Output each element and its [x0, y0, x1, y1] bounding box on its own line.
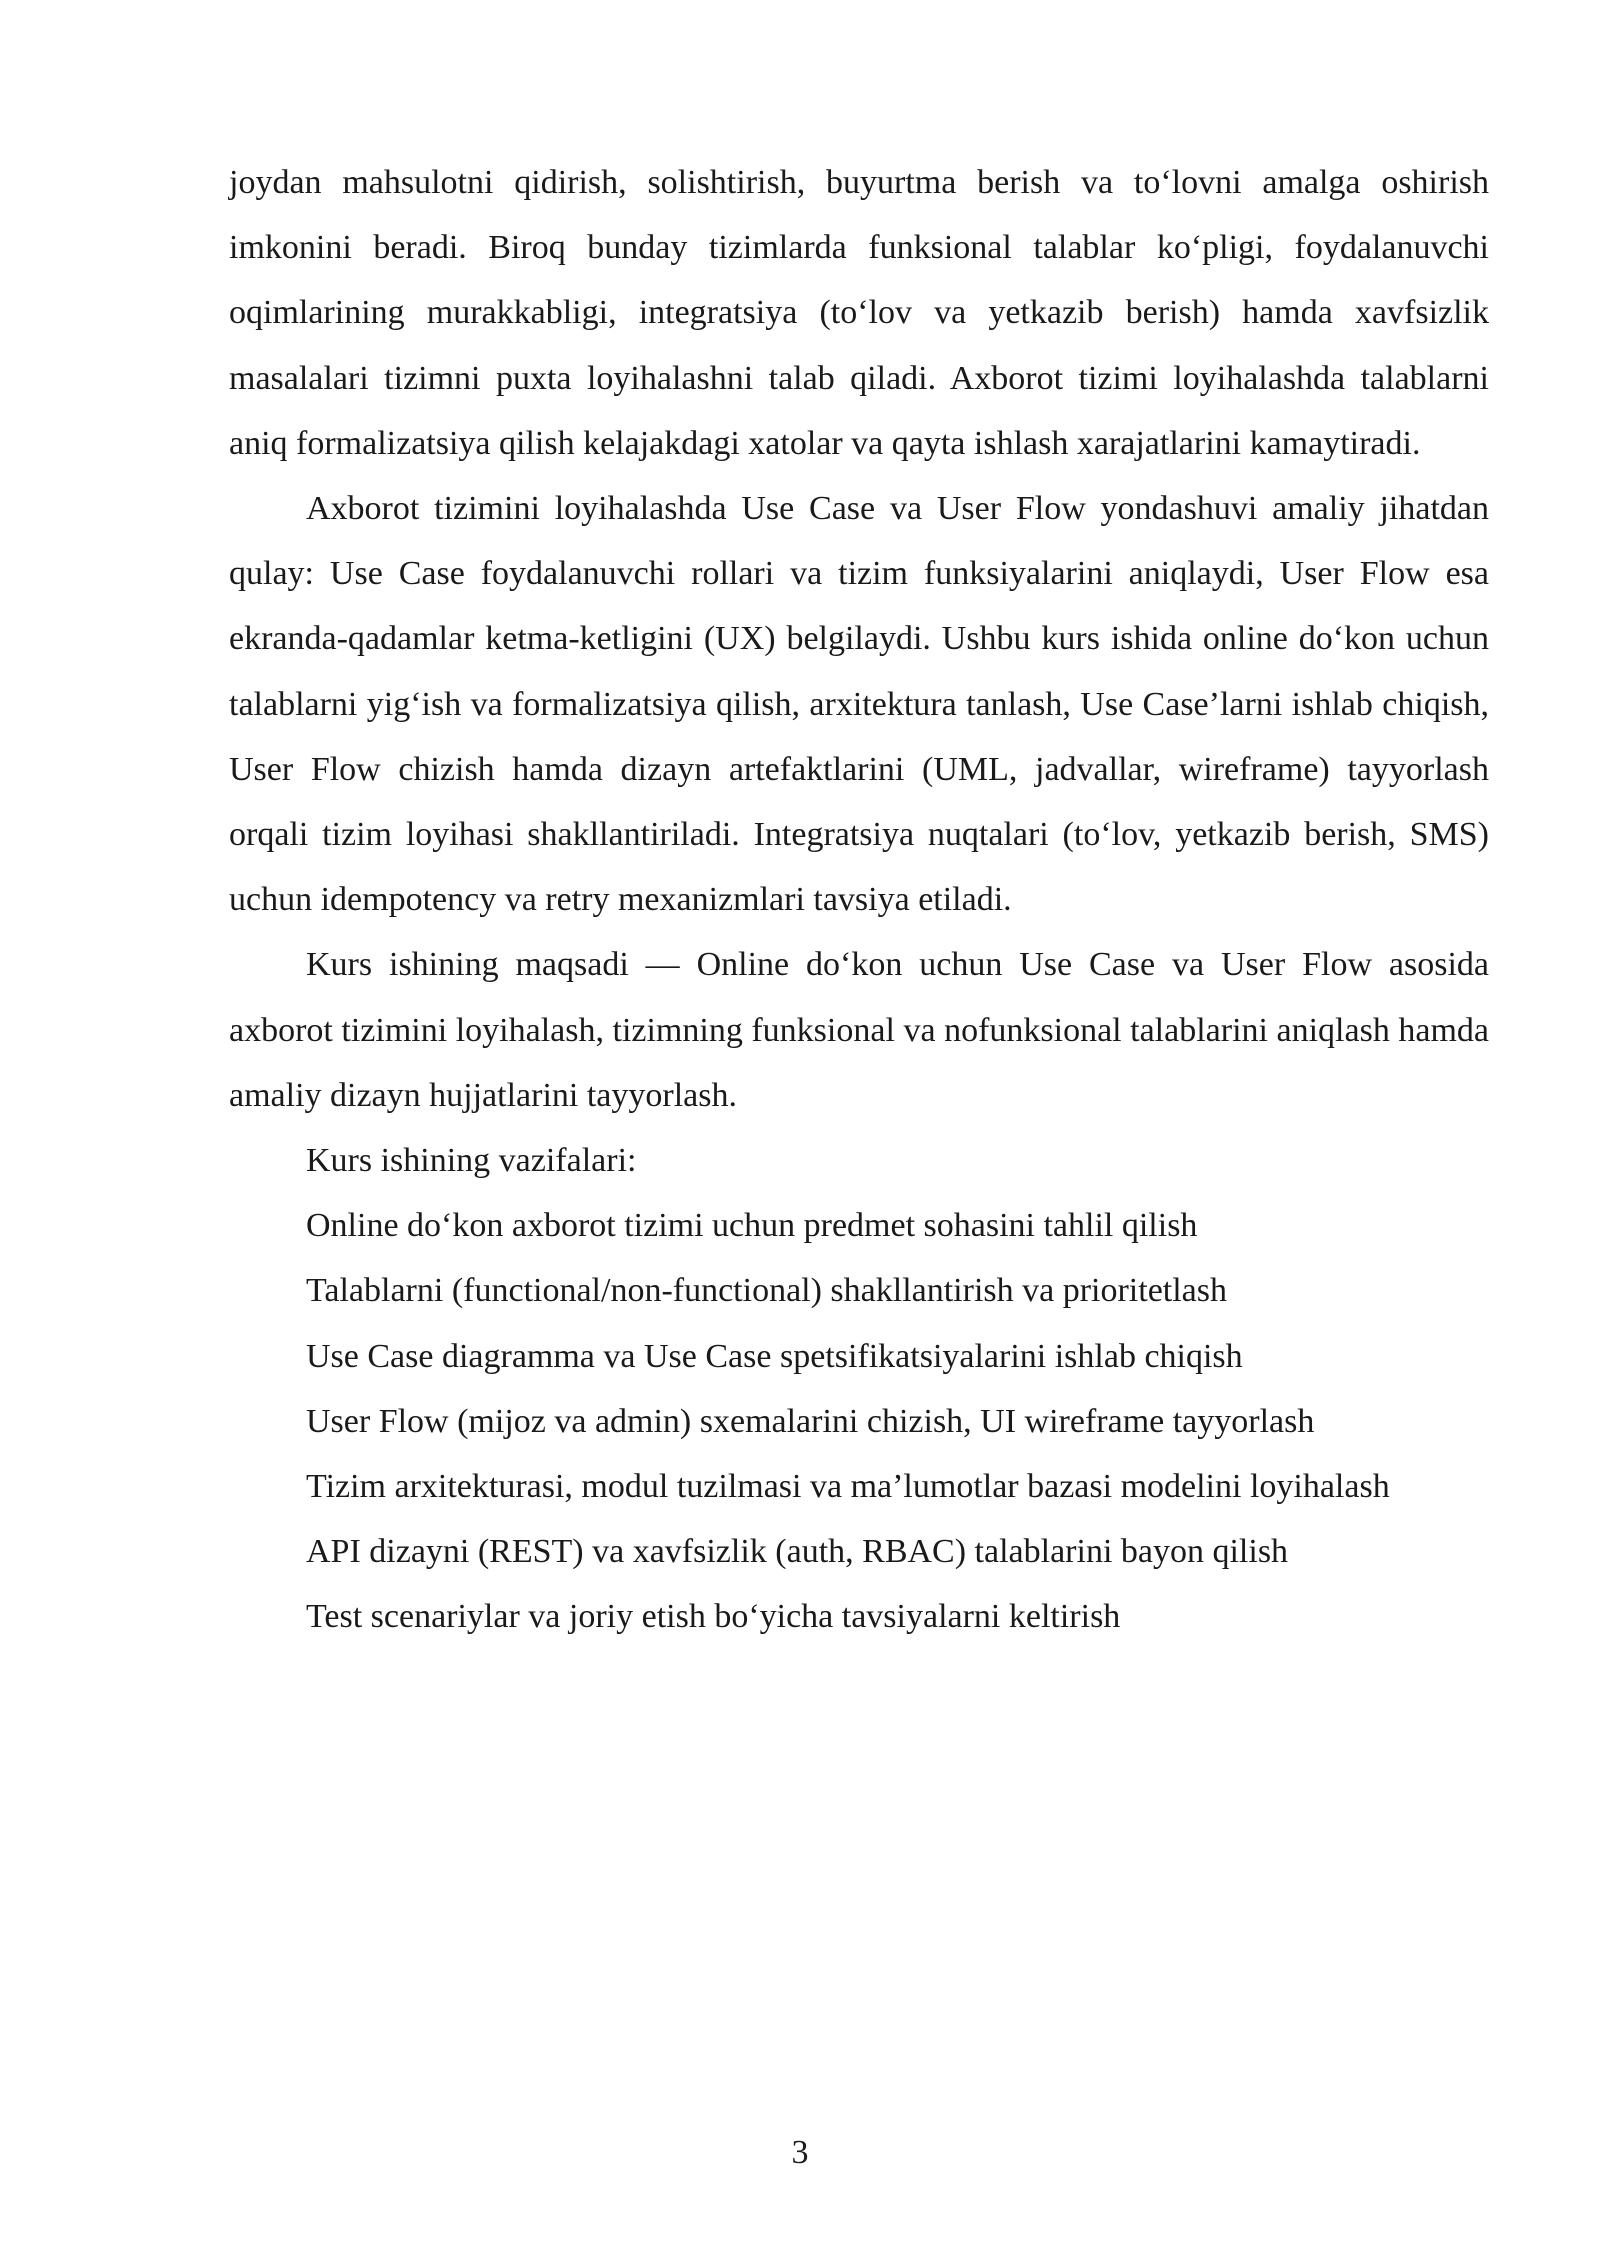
task-item: Talablarni (functional/non-functional) shakllantirish va prioritetlash [306, 1272, 1228, 1310]
paragraph-goal: Kurs ishining maqsadi — Online do‘kon uchun Use Case va User Flow asosida axborot tizimini loyihalash, tizimning funksional va nofunksional talablarini aniqlash hamda amaliy dizayn hujjatlarini tayyorlash. [229, 946, 1489, 1114]
paragraph-intro-continuation: joydan mahsulotni qidirish, solishtirish, buyurtma berish va to‘lovni amalga oshirish imkonini beradi. Biroq bunday tizimlarda funksional talablar ko‘pligi, foydalanuvchi oqimlarining murakkabligi, integratsiya (to‘lov va yetkazib berish) hamda xavfsizlik masalalari tizimni puxta loyihalashni talab qiladi. Axborot tizimi loyihalashda talablarni aniq formalizatsiya qilish kelajakdagi xatolar va qayta ishlash xarajatlarini kamaytiradi. [229, 164, 1489, 462]
task-item: Tizim arxitekturasi, modul tuzilmasi va ma’lumotlar bazasi modelini loyihalash [306, 1468, 1390, 1506]
task-item: User Flow (mijoz va admin) sxemalarini chizish, UI wireframe tayyorlash [306, 1402, 1315, 1440]
task-item: Use Case diagramma va Use Case spetsifikatsiyalarini ishlab chiqish [306, 1337, 1243, 1375]
page-number: 3 [791, 2134, 809, 2171]
tasks-heading: Kurs ishining vazifalari: [306, 1142, 637, 1180]
body-text [229, 150, 1489, 1650]
paragraph-approach: Axborot tizimini loyihalashda Use Case va User Flow yondashuvi amaliy jihatdan qulay: Use Case foydalanuvchi rollari va tizim funksiyalarini aniqlaydi, User Flow esa ekranda-qadamlar ketma-ketligini (UX) belgilaydi. Ushbu kurs ishida online do‘kon uchun talablarni yig‘ish va formalizatsiya qilish, arxitektura tanlash, Use Case’larni ishlab chiqish, User Flow chizish hamda dizayn artefaktlarini (UML, jadvallar, wireframe) tayyorlash orqali tizim loyihasi shakllantiriladi. Integratsiya nuqtalari (to‘lov, yetkazib berish, SMS) uchun idempotency va retry mexanizmlari tavsiya etiladi. [229, 490, 1489, 919]
task-item: API dizayni (REST) va xavfsizlik (auth, RBAC) talablarini bayon qilish [306, 1533, 1289, 1571]
task-item: Online do‘kon axborot tizimi uchun predmet sohasini tahlil qilish [306, 1207, 1198, 1245]
task-item: Test scenariylar va joriy etish bo‘yicha tavsiyalarni keltirish [306, 1598, 1121, 1636]
